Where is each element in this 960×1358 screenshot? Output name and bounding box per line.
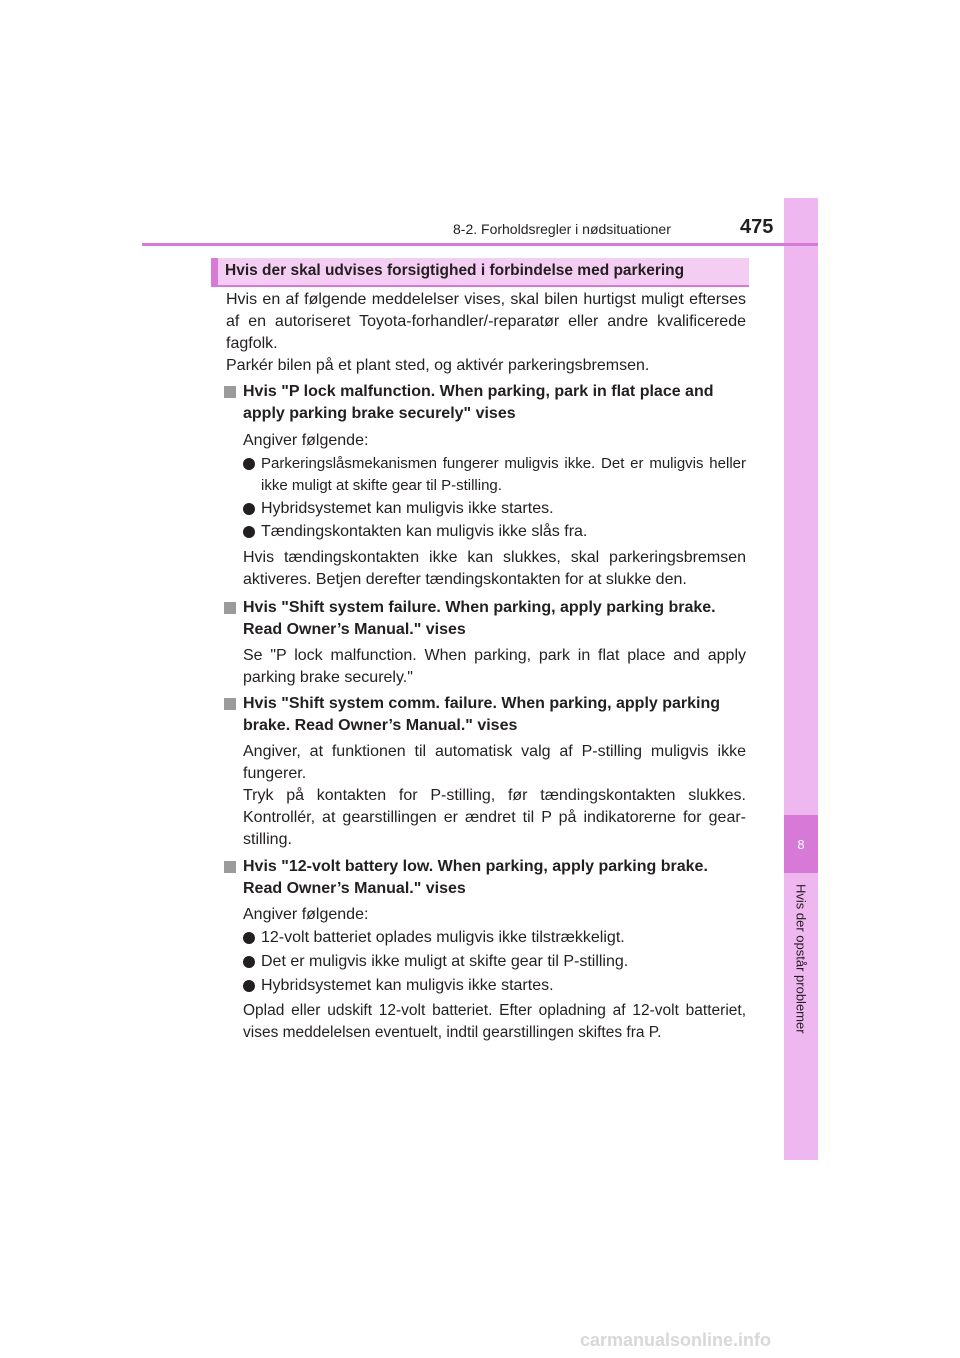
list-item: Det er muligvis ikke muligt at skifte gear til P-stilling.	[261, 953, 629, 970]
section-header: 8-2. Forholdsregler i nødsituationer	[453, 221, 671, 237]
round-bullet-icon	[243, 956, 255, 968]
chapter-title: Hvis der opstår problemer	[793, 884, 809, 1034]
title-box	[211, 258, 749, 286]
section-note: Oplad eller udskift 12-volt batteriet. Efter opladning af 12-volt batteriet, vises meddelelsen eventuelt, indtil gearstillingen skiftes fra P.	[243, 1002, 746, 1041]
section-heading: Hvis "12-volt battery low. When parking, apply parking brake. Read Owner’s Manual." vises	[243, 858, 708, 897]
page-title: Hvis der skal udvises forsigtighed i forbindelse med parkering	[225, 262, 685, 279]
round-bullet-icon	[243, 932, 255, 944]
section-lead: Angiver følgende:	[243, 432, 369, 449]
section-note: Se "P lock malfunction. When parking, park in flat place and apply parking brake securely."	[243, 647, 746, 686]
section-note: Hvis tændingskontakten ikke kan slukkes, skal parkeringsbremsen aktiveres. Betjen derefter tændingskontakten for at slukke den.	[243, 549, 746, 588]
title-underline	[211, 285, 749, 287]
list-item: Hybridsystemet kan muligvis ikke startes.	[261, 977, 554, 994]
header-rule	[142, 243, 818, 246]
intro-paragraph: Hvis en af følgende meddelelser vises, skal bilen hurtigst muligt efterses af en autoriseret Toyota-forhandler/-reparatør eller andre kvalificerede fagfolk.	[226, 291, 746, 352]
round-bullet-icon	[243, 503, 255, 515]
list-item: Tændingskontakten kan muligvis ikke slås fra.	[261, 523, 588, 540]
section-heading: Hvis "P lock malfunction. When parking, park in flat place and apply parking brake securely" vises	[243, 383, 714, 422]
square-bullet-icon	[224, 602, 236, 614]
square-bullet-icon	[224, 861, 236, 873]
list-item: Parkeringslåsmekanismen fungerer muligvis ikke. Det er muligvis heller ikke muligt at skifte gear til P-stilling.	[261, 455, 746, 494]
section-note: Tryk på kontakten for P-stilling, før tændingskontakten slukkes. Kontrollér, at gearstillingen er ændret til P på indikatorerne for gear-stilling.	[243, 787, 746, 848]
section-heading: Hvis "Shift system comm. failure. When parking, apply parking brake. Read Owner’s Manual." vises	[243, 695, 721, 734]
intro-paragraph: Parkér bilen på et plant sted, og aktivér parkeringsbremsen.	[226, 357, 650, 374]
chapter-side-label	[784, 880, 818, 1160]
page-number: 475	[740, 216, 774, 238]
round-bullet-icon	[243, 980, 255, 992]
square-bullet-icon	[224, 386, 236, 398]
square-bullet-icon	[224, 698, 236, 710]
section-note: Angiver, at funktionen til automatisk valg af P-stilling muligvis ikke fungerer.	[243, 743, 746, 782]
list-item: 12-volt batteriet oplades muligvis ikke tilstrækkeligt.	[261, 929, 625, 946]
chapter-number: 8	[784, 815, 818, 873]
round-bullet-icon	[243, 458, 255, 470]
section-lead: Angiver følgende:	[243, 906, 369, 923]
round-bullet-icon	[243, 526, 255, 538]
section-heading: Hvis "Shift system failure. When parking, apply parking brake. Read Owner’s Manual." vises	[243, 599, 716, 638]
title-accent-bar	[211, 258, 218, 286]
watermark: carmanualsonline.info	[580, 1330, 772, 1350]
list-item: Hybridsystemet kan muligvis ikke startes.	[261, 500, 554, 517]
